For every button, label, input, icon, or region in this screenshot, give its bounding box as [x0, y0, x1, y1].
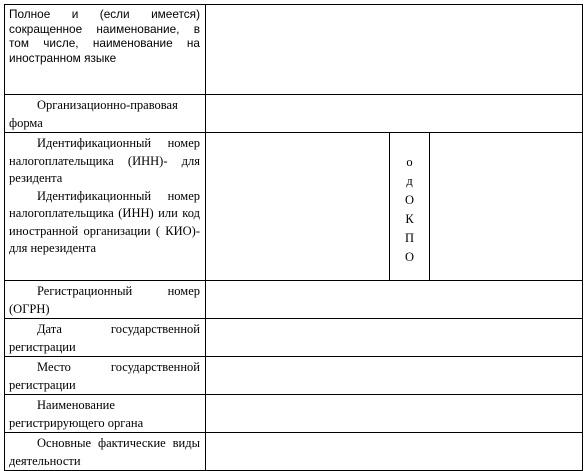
row-name: [5, 5, 583, 95]
okpo-letter: О: [404, 193, 415, 207]
value-reg-place[interactable]: [206, 357, 583, 395]
value-legal-form[interactable]: [206, 95, 583, 133]
value-inn[interactable]: [206, 133, 390, 281]
okpo-label: [390, 133, 430, 281]
value-activities[interactable]: [206, 433, 583, 471]
label-legal-form: Организационно-правовая форма: [5, 95, 206, 133]
value-reg-date[interactable]: [206, 319, 583, 357]
value-ogrn[interactable]: [206, 281, 583, 319]
label-full-name: Полное и (если имеется) сокращенное наименование, в том числе, наименование на иностранном языке: [5, 5, 206, 95]
okpo-letter: П: [404, 231, 415, 245]
okpo-letter: о: [406, 155, 413, 169]
form-table: [4, 4, 583, 471]
label-reg-place: Место государственной регистрации: [5, 357, 206, 395]
row-legal-form: [5, 95, 583, 133]
label-inn: [5, 133, 206, 281]
row-activities: [5, 433, 583, 471]
label-ogrn: Регистрационный номер (ОГРН): [5, 281, 206, 319]
label-activities: Основные фактические виды деятельности: [5, 433, 206, 471]
row-reg-date: [5, 319, 583, 357]
label-inn-nonresident: Идентификационный номер налогоплательщика (ИНН) или код иностранной организации ( КИО)-для нерезидента: [9, 188, 200, 255]
okpo-letter: О: [404, 250, 415, 264]
row-ogrn: [5, 281, 583, 319]
label-reg-body: Наименование регистрирующего органа: [5, 395, 206, 433]
label-reg-date: Дата государственной регистрации: [5, 319, 206, 357]
row-inn: [5, 133, 583, 281]
okpo-letter: К: [405, 212, 414, 226]
value-reg-body[interactable]: [206, 395, 583, 433]
okpo-letter: д: [406, 174, 413, 188]
value-full-name[interactable]: [206, 5, 583, 95]
label-inn-resident: Идентификационный номер налогоплательщика (ИНН)- для резидента: [9, 136, 200, 185]
value-okpo[interactable]: [430, 133, 583, 281]
row-reg-body: [5, 395, 583, 433]
row-reg-place: [5, 357, 583, 395]
